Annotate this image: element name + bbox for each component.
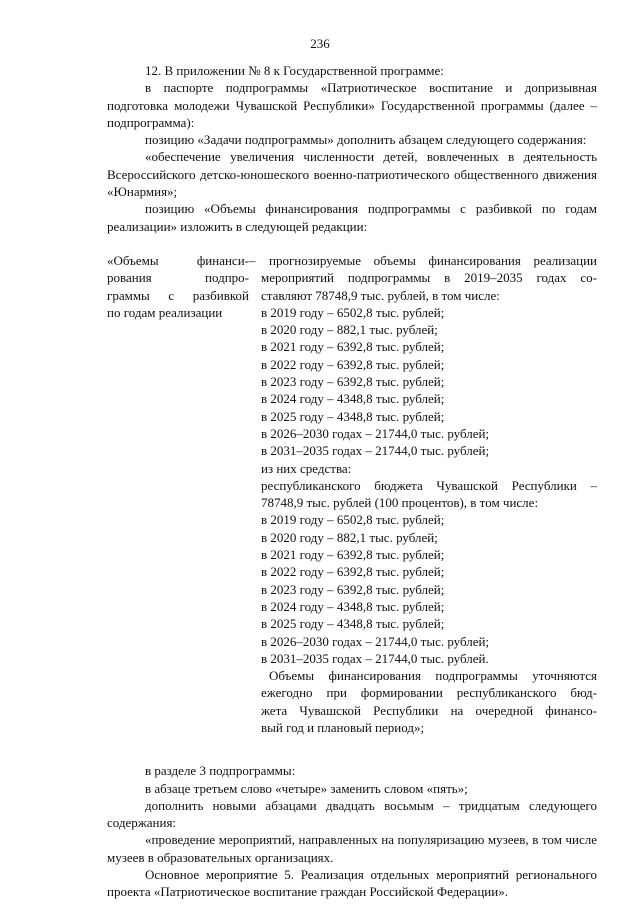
funding-table-content [261, 252, 597, 736]
label-line: рования подпро- [107, 270, 249, 286]
funding-table [107, 252, 597, 736]
paragraph-replace-word: в абзаце третьем слово «четыре» заменить словом «пять»; [145, 780, 468, 796]
paragraph-section-3: в разделе 3 подпрограммы: [145, 763, 296, 779]
paragraph-funding-position: позицию «Объемы финансирования подпрограммы с разбивкой по годам реализации» изложить в следующей редакции: [107, 201, 597, 234]
label-line: по годам реализации [107, 304, 223, 320]
label-line: граммы с разбивкой [107, 287, 249, 303]
content-line: Объемы финансирования подпрограммы уточняются [269, 668, 597, 684]
content-line: в 2019 году – 6502,8 тыс. рублей; [261, 304, 445, 320]
content-line: в 2025 году – 4348,8 тыс. рублей; [261, 408, 445, 424]
funding-table-label [107, 252, 249, 736]
content-line: в 2024 году – 4348,8 тыс. рублей; [261, 598, 445, 614]
page-number: 236 [310, 36, 330, 51]
content-line: в 2022 году – 6392,8 тыс. рублей; [261, 356, 445, 372]
content-line: в 2023 году – 6392,8 тыс. рублей; [261, 374, 445, 390]
content-line: из них средства: [261, 460, 352, 476]
content-line: в 2023 году – 6392,8 тыс. рублей; [261, 581, 445, 597]
content-line: ставляют 78748,9 тыс. рублей, в том числе: [261, 287, 500, 303]
content-line: ежегодно при формировании республиканского бюд- [261, 685, 597, 701]
content-line: в 2026–2030 годах – 21744,0 тыс. рублей; [261, 633, 490, 649]
content-line: 78748,9 тыс. рублей (100 процентов), в том числе: [261, 495, 539, 511]
content-line: в 2025 году – 4348,8 тыс. рублей; [261, 616, 445, 632]
label-line: «Объемы финанси- [107, 252, 249, 268]
content-line: в 2026–2030 годах – 21744,0 тыс. рублей; [261, 425, 490, 441]
paragraph-passport: в паспорте подпрограммы «Патриотическое воспитание и допризывная подготовка молодежи Чувашской Республики» Государственной программы (далее – подпрограмма): [107, 80, 597, 130]
content-line: прогнозируемые объемы финансирования реализации [269, 252, 597, 268]
content-line: в 2031–2035 годах – 21744,0 тыс. рублей. [261, 650, 489, 666]
funding-table-dash: – [249, 252, 256, 268]
content-line: в 2020 году – 882,1 тыс. рублей; [261, 322, 438, 338]
content-line: жета Чувашской Республики на очередной финансо- [261, 702, 597, 718]
paragraph-museums: «проведение мероприятий, направленных на популяризацию музеев, в том числе музеев в образовательных организациях. [107, 832, 597, 865]
content-line: в 2020 году – 882,1 тыс. рублей; [261, 529, 438, 545]
paragraph-add-abzats: дополнить новыми абзацами двадцать восьмым – тридцатым следующего содержания: [107, 797, 597, 831]
content-line: в 2022 году – 6392,8 тыс. рублей; [261, 564, 445, 580]
content-line: в 2021 году – 6392,8 тыс. рублей; [261, 339, 445, 355]
paragraph-amendment-12: 12. В приложении № 8 к Государственной программе: [145, 63, 444, 78]
content-line: республиканского бюджета Чувашской Республики – [261, 477, 597, 493]
content-line: в 2019 году – 6502,8 тыс. рублей; [261, 512, 445, 528]
content-line: вый год и плановый период»; [261, 719, 425, 735]
paragraph-main-event-5: Основное мероприятие 5. Реализация отдельных мероприятий регионального проекта «Патриотическое воспитание граждан Российской Федерации». [107, 867, 597, 900]
content-line: в 2031–2035 годах – 21744,0 тыс. рублей; [261, 443, 490, 459]
content-line: в 2021 году – 6392,8 тыс. рублей; [261, 547, 445, 563]
paragraph-tasks-position: позицию «Задачи подпрограммы» дополнить абзацем следующего содержания: [145, 132, 587, 148]
content-line: в 2024 году – 4348,8 тыс. рублей; [261, 391, 445, 407]
paragraph-yunarmia: «обеспечение увеличения численности детей, вовлеченных в деятельность Всероссийского детско-юношеского военно-патриотического общественного движения «Юнармия»; [107, 149, 597, 200]
document-body [107, 62, 597, 901]
content-line: мероприятий подпрограммы в 2019–2035 годах со- [261, 270, 597, 286]
